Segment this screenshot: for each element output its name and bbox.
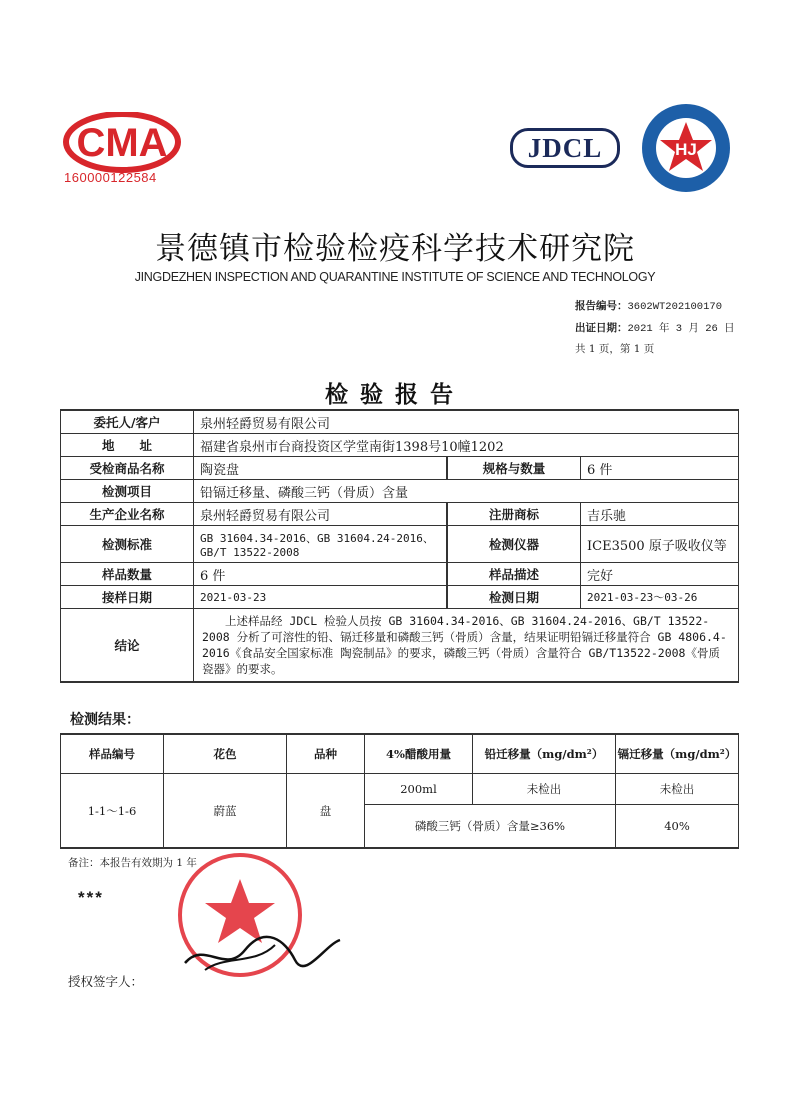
items-value: 铅镉迁移量、磷酸三钙（骨质）含量 bbox=[194, 480, 739, 503]
hj-logo bbox=[640, 102, 732, 194]
maker-value: 泉州轻爵贸易有限公司 bbox=[194, 503, 448, 526]
report-number-line bbox=[575, 298, 722, 313]
cma-number: 160000122584 bbox=[64, 170, 157, 185]
desc-value: 完好 bbox=[581, 563, 739, 586]
info-table bbox=[60, 409, 739, 683]
jdcl-text: JDCL bbox=[527, 132, 603, 163]
signer-label: 授权签字人： bbox=[68, 974, 144, 989]
brand-value: 吉乐驰 bbox=[581, 503, 739, 526]
sample-number: 1-1～1-6 bbox=[61, 774, 164, 849]
issue-date: 2021 年 3 月 26 日 bbox=[627, 323, 735, 335]
address-value: 福建省泉州市台商投资区学堂南街1398号10幢1202 bbox=[194, 434, 739, 457]
cma-text: CMA bbox=[76, 121, 168, 165]
jdcl-logo bbox=[510, 128, 620, 168]
test-date-value: 2021-03-23～03-26 bbox=[581, 586, 739, 609]
acetic-amount: 200ml bbox=[365, 774, 473, 805]
report-number-label: 报告编号： bbox=[575, 300, 628, 312]
cd-migration: 未检出 bbox=[616, 774, 739, 805]
masked-text: *** bbox=[78, 888, 104, 907]
results-title: 检测结果： bbox=[70, 712, 140, 728]
report-title: 检验报告 bbox=[325, 381, 465, 408]
conclusion-text: 上述样品经 JDCL 检验人员按 GB 31604.34-2016、GB 31604.24-2016、GB/T 13522-2008 分析了可溶性的铅、镉迁移量和磷酸三钙（骨质）含量，结果证明铅镉迁移量符合 GB 4806.4-2016《食品安全国家标准 陶瓷制品》的要求，磷酸三钙（骨质）含量符合 GB/T13522-2008《骨质瓷器》的要求。 bbox=[194, 609, 739, 683]
institute-name-cn: 景德镇市检验检疫科学技术研究院 bbox=[155, 231, 635, 267]
brand-label: 注册商标 bbox=[447, 503, 581, 526]
report-number: 3602WT202100170 bbox=[627, 301, 723, 313]
address-label: 地 址 bbox=[61, 434, 194, 457]
issue-date-label: 出证日期： bbox=[575, 322, 628, 334]
institute-name-en: JINGDEZHEN INSPECTION AND QUARANTINE INSTITUTE OF SCIENCE AND TECHNOLOGY bbox=[134, 270, 656, 284]
results-header: 品种 bbox=[287, 734, 365, 774]
page-number: 共 1 页，第 1 页 bbox=[575, 343, 655, 355]
standard-label: 检测标准 bbox=[61, 526, 194, 563]
sample-color: 蔚蓝 bbox=[164, 774, 287, 849]
spec-value: 6 件 bbox=[581, 457, 739, 480]
pb-migration: 未检出 bbox=[473, 774, 616, 805]
client-value: 泉州轻爵贸易有限公司 bbox=[194, 410, 739, 434]
results-header: 铅迁移量（mg/dm²） bbox=[473, 734, 616, 774]
receive-date-value: 2021-03-23 bbox=[194, 586, 448, 609]
results-header: 样品编号 bbox=[61, 734, 164, 774]
results-header: 花色 bbox=[164, 734, 287, 774]
items-label: 检测项目 bbox=[61, 480, 194, 503]
client-label: 委托人/客户 bbox=[61, 410, 194, 434]
instrument-label: 检测仪器 bbox=[447, 526, 581, 563]
qty-label: 样品数量 bbox=[61, 563, 194, 586]
results-header: 4%醋酸用量 bbox=[365, 734, 473, 774]
issue-date-line bbox=[575, 320, 735, 335]
validity-note: 备注：本报告有效期为 1 年 bbox=[68, 857, 197, 869]
maker-label: 生产企业名称 bbox=[61, 503, 194, 526]
conclusion-label: 结论 bbox=[61, 609, 194, 683]
qty-value: 6 件 bbox=[194, 563, 448, 586]
standard-value: GB 31604.34-2016、GB 31604.24-2016、GB/T 13522-2008 bbox=[194, 526, 448, 563]
test-date-label: 检测日期 bbox=[447, 586, 581, 609]
product-label: 受检商品名称 bbox=[61, 457, 194, 480]
product-value: 陶瓷盘 bbox=[194, 457, 448, 480]
official-seal bbox=[165, 845, 350, 980]
results-header: 镉迁移量（mg/dm²） bbox=[616, 734, 739, 774]
phosphate-label: 磷酸三钙（骨质）含量≥36% bbox=[365, 805, 616, 849]
hj-text: HJ bbox=[675, 140, 697, 159]
results-table bbox=[60, 733, 739, 849]
receive-date-label: 接样日期 bbox=[61, 586, 194, 609]
instrument-value: ICE3500 原子吸收仪等 bbox=[581, 526, 739, 563]
desc-label: 样品描述 bbox=[447, 563, 581, 586]
spec-label: 规格与数量 bbox=[447, 457, 581, 480]
phosphate-value: 40% bbox=[616, 805, 739, 849]
sample-variety: 盘 bbox=[287, 774, 365, 849]
